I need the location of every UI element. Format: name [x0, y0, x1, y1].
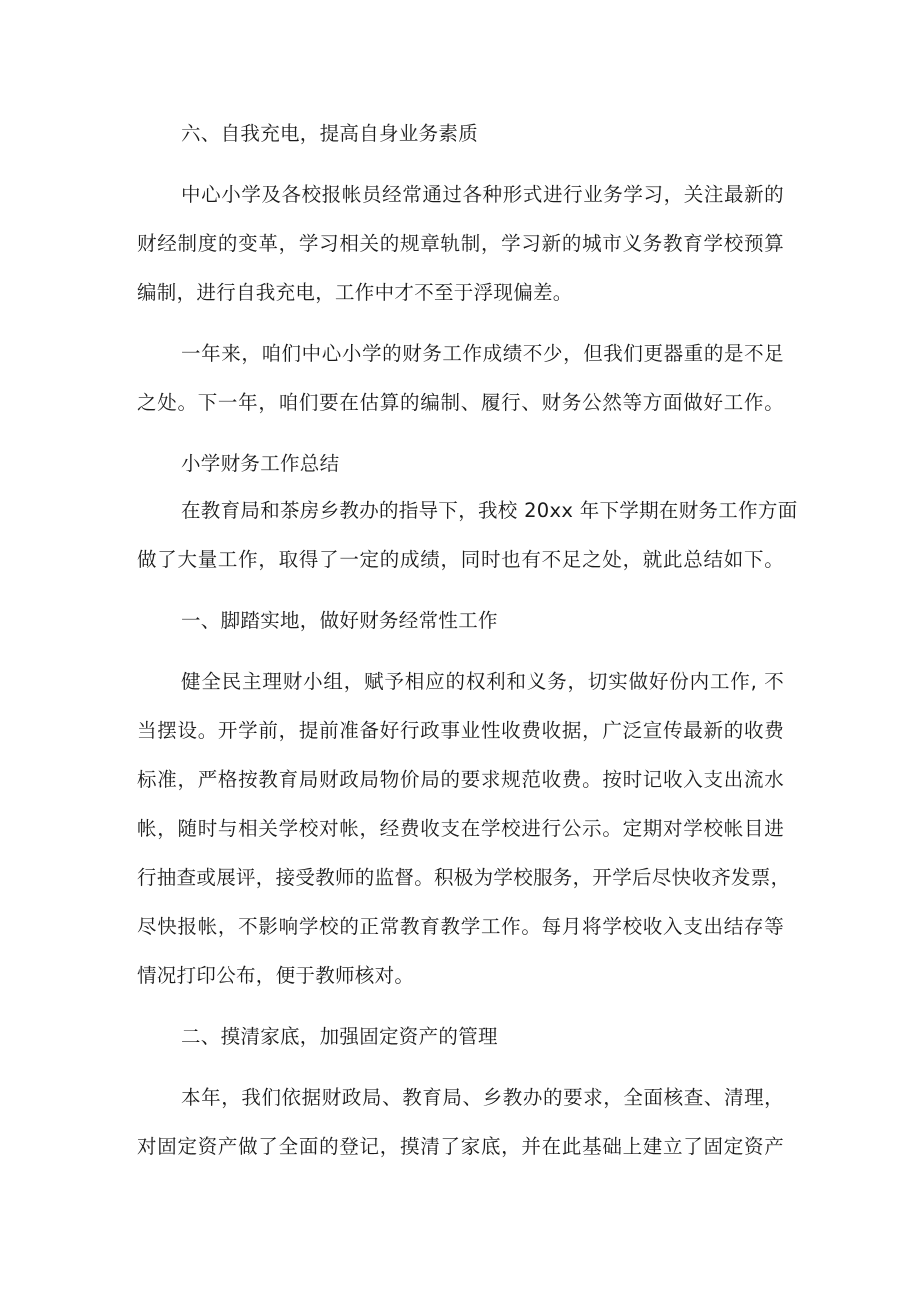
paragraph-line: 一年来，咱们中心小学的财务工作成绩不少，但我们更器重的是不足: [181, 342, 784, 365]
section-heading-one: 一、脚踏实地，做好财务经常性工作: [181, 609, 498, 632]
paragraph-line: 标准，严格按教育局财政局物价局的要求规范收费。按时记收入支出流水: [137, 768, 784, 791]
paragraph-line: 做了大量工作，取得了一定的成绩，同时也有不足之处，就此总结如下。: [137, 548, 784, 571]
paragraph-line: 财经制度的变革，学习相关的规章轨制，学习新的城市义务教育学校预算: [137, 232, 784, 255]
paragraph-line: 之处。下一年，咱们要在估算的编制、履行、财务公然等方面做好工作。: [137, 391, 784, 414]
paragraph-line: 帐，随时与相关学校对帐，经费收支在学校进行公示。定期对学校帐目进: [137, 817, 784, 840]
paragraph-line: 中心小学及各校报帐员经常通过各种形式进行业务学习，关注最新的: [181, 183, 784, 206]
paragraph-line: 健全民主理财小组，赋予相应的权利和义务，切实做好份内工作, 不: [181, 670, 784, 693]
paragraph-line: 本年，我们依据财政局、教育局、乡教办的要求，全面核查、清理，: [181, 1086, 784, 1109]
paragraph-line: 在教育局和茶房乡教办的指导下，我校 20xx 年下学期在财务工作方面: [181, 499, 798, 522]
section-heading-six: 六、自我充电，提高自身业务素质: [181, 122, 479, 145]
document-title: 小学财务工作总结: [181, 452, 340, 475]
paragraph-line: 情况打印公布，便于教师核对。: [137, 964, 415, 987]
paragraph-line: 编制，进行自我充电，工作中才不至于浮现偏差。: [137, 281, 573, 304]
paragraph-line: 当摆设。开学前，提前准备好行政事业性收费收据，广泛宣传最新的收费: [137, 719, 784, 742]
paragraph-line: 行抽查或展评，接受教师的监督。积极为学校服务，开学后尽快收齐发票，: [137, 866, 791, 889]
section-heading-two: 二、摸清家底，加强固定资产的管理: [181, 1025, 498, 1048]
paragraph-line: 尽快报帐，不影响学校的正常教育教学工作。每月将学校收入支出结存等: [137, 915, 784, 938]
paragraph-line: 对固定资产做了全面的登记，摸清了家底，并在此基础上建立了固定资产: [137, 1135, 784, 1158]
